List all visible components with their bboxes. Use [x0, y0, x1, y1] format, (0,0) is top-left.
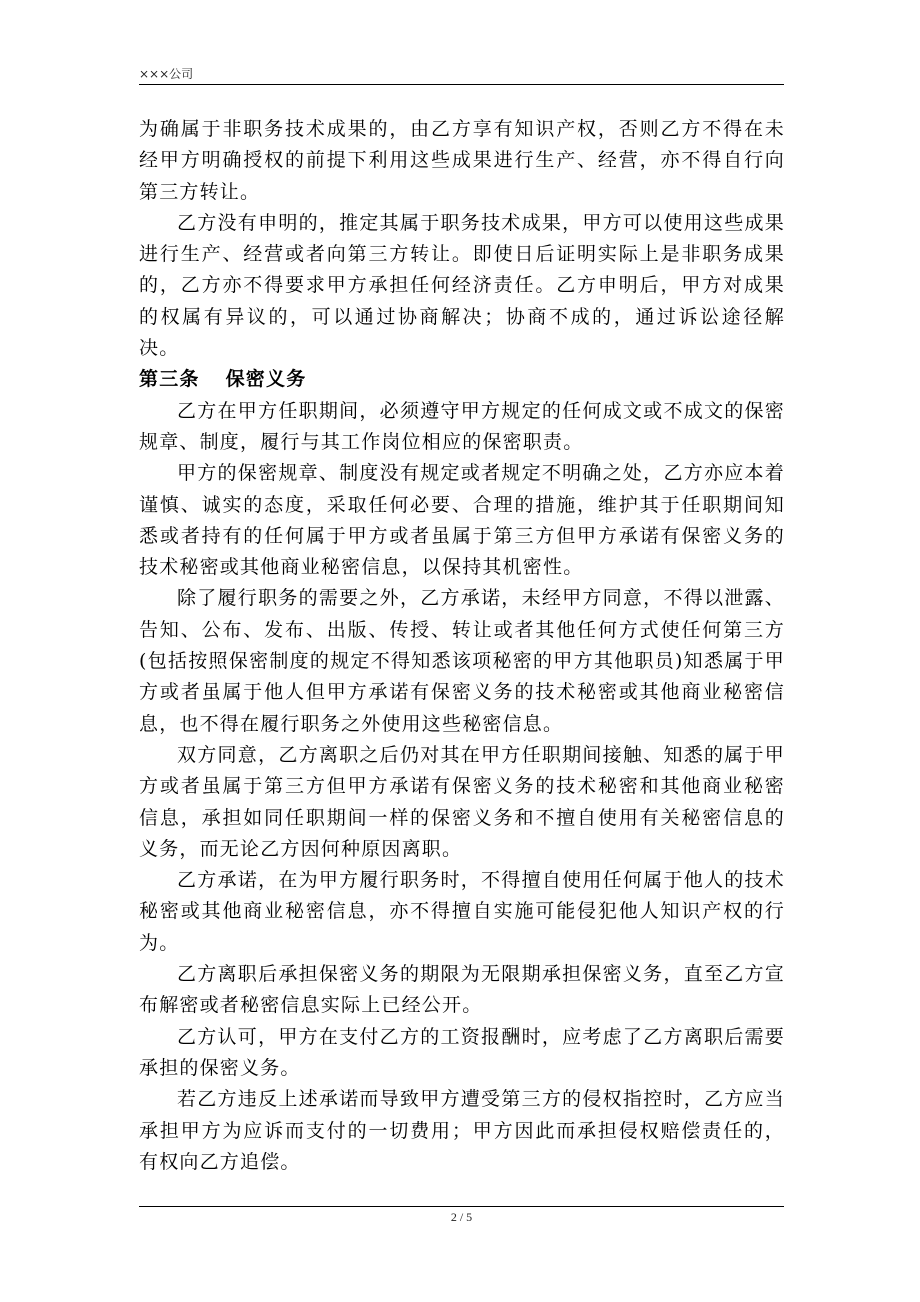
paragraph: 为确属于非职务技术成果的，由乙方享有知识产权，否则乙方不得在未经甲方明确授权的前提下利用这些成果进行生产、经营，亦不得自行向第三方转让。 — [139, 118, 785, 203]
section-title: 保密义务 — [225, 368, 307, 391]
paragraph: 若乙方违反上述承诺而导致甲方遭受第三方的侵权指控时，乙方应当承担甲方为应诉而支付的一切费用；甲方因此而承担侵权赔偿责任的，有权向乙方追偿。 — [139, 1088, 785, 1173]
page-number: 2 / 5 — [450, 1210, 473, 1224]
paragraph: 双方同意，乙方离职之后仍对其在甲方任职期间接触、知悉的属于甲方或者虽属于第三方但甲方承诺有保密义务的技术秘密和其他商业秘密信息，承担如同任职期间一样的保密义务和不擅自使用有关秘密信息的义务，而无论乙方因何种原因离职。 — [139, 743, 785, 860]
paragraph: 乙方没有申明的，推定其属于职务技术成果，甲方可以使用这些成果进行生产、经营或者向第三方转让。即使日后证明实际上是非职务成果的，乙方亦不得要求甲方承担任何经济责任。乙方申明后，甲方对成果的权属有异议的，可以通过协商解决；协商不成的，通过诉讼途径解决。 — [139, 211, 785, 360]
document-body — [139, 114, 785, 1178]
paragraph: 甲方的保密规章、制度没有规定或者规定不明确之处，乙方亦应本着谨慎、诚实的态度，采取任何必要、合理的措施，维护其于任职期间知悉或者持有的任何属于甲方或者虽属于第三方但甲方承诺有保密义务的技术秘密或其他商业秘密信息，以保持其机密性。 — [139, 462, 785, 579]
paragraph: 乙方承诺，在为甲方履行职务时，不得擅自使用任何属于他人的技术秘密或其他商业秘密信息，亦不得擅自实施可能侵犯他人知识产权的行为。 — [139, 869, 785, 954]
footer-divider — [139, 1206, 784, 1207]
page-header — [139, 66, 784, 85]
company-name: ×××公司 — [139, 67, 194, 81]
section-heading — [139, 364, 785, 395]
paragraph: 除了履行职务的需要之外，乙方承诺，未经甲方同意，不得以泄露、告知、公布、发布、出版、传授、转让或者其他任何方式使任何第三方(包括按照保密制度的规定不得知悉该项秘密的甲方其他职员)知悉属于甲方或者虽属于他人但甲方承诺有保密义务的技术秘密或其他商业秘密信息，也不得在履行职务之外使用这些秘密信息。 — [139, 587, 785, 735]
paragraph: 乙方在甲方任职期间，必须遵守甲方规定的任何成文或不成文的保密规章、制度，履行与其工作岗位相应的保密职责。 — [139, 399, 785, 453]
paragraph: 乙方认可，甲方在支付乙方的工资报酬时，应考虑了乙方离职后需要承担的保密义务。 — [139, 1025, 785, 1079]
section-number: 第三条 — [139, 368, 200, 391]
paragraph: 乙方离职后承担保密义务的期限为无限期承担保密义务，直至乙方宣布解密或者秘密信息实际上已经公开。 — [139, 963, 785, 1017]
